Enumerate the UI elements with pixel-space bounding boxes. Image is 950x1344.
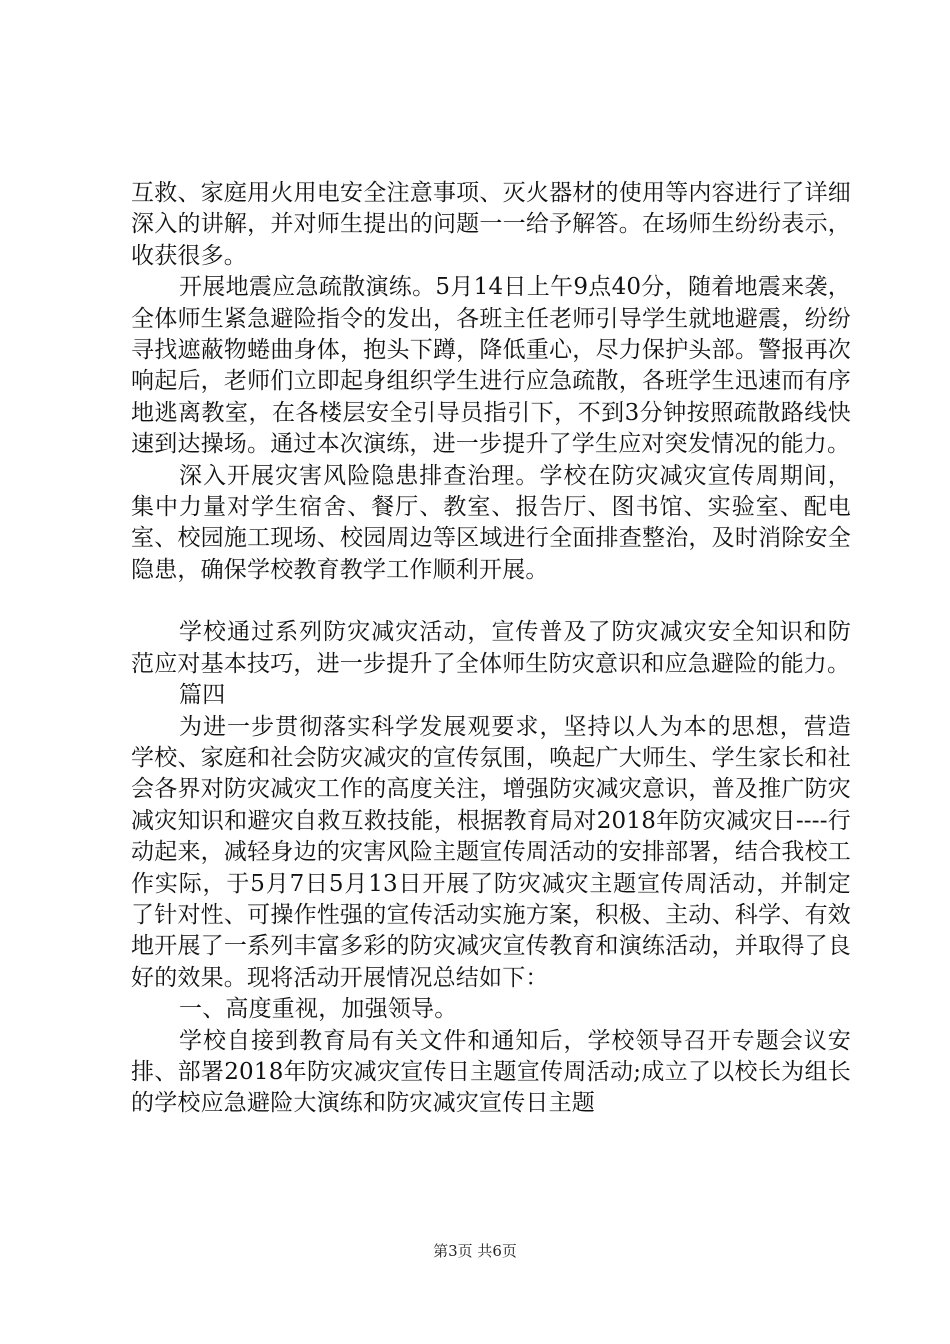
- paragraph-summary: 学校通过系列防灾减灾活动，宣传普及了防灾减灾安全知识和防范应对基本技巧，进一步提升了全体师生防灾意识和应急避险的能力。: [131, 619, 851, 677]
- paragraph-leadership: 学校自接到教育局有关文件和通知后，学校领导召开专题会议安排、部署2018年防灾减灾宣传日主题宣传周活动;成立了以校长为组长的学校应急避险大演练和防灾减灾宣传日主题: [131, 1027, 851, 1117]
- paragraph-continued: 互救、家庭用火用电安全注意事项、灭火器材的使用等内容进行了详细深入的讲解，并对师生提出的问题一一给予解答。在场师生纷纷表示，收获很多。: [131, 180, 851, 269]
- section-heading-part-four: 篇四: [179, 682, 226, 709]
- section-heading-leadership: 一、高度重视，加强领导。: [179, 996, 458, 1023]
- paragraph-earthquake-drill: 开展地震应急疏散演练。5月14日上午9点40分，随着地震来袭，全体师生紧急避险指令的发出，各班主任老师引导学生就地避震，纷纷寻找遮蔽物蜷曲身体，抱头下蹲，降低重心，尽力保护头部。警报再次响起后，老师们立即起身组织学生进行应急疏散，各班学生迅速而有序地逃离教室，在各楼层安全引导员指引下，不到3分钟按照疏散路线快速到达操场。通过本次演练，进一步提升了学生应对突发情况的能力。: [131, 274, 851, 458]
- paragraph-introduction: 为进一步贯彻落实科学发展观要求，坚持以人为本的思想，营造学校、家庭和社会防灾减灾的宣传氛围，唤起广大师生、学生家长和社会各界对防灾减灾工作的高度关注，增强防灾减灾意识，普及推广防灾减灾知识和避灾自救互救技能，根据教育局对2018年防灾减灾日----行动起来，减轻身边的灾害风险主题宣传周活动的安排部署，结合我校工作实际，于5月7日5月13日开展了防灾减灾主题宣传周活动，并制定了针对性、可操作性强的宣传活动实施方案，积极、主动、科学、有效地开展了一系列丰富多彩的防灾减灾宣传教育和演练活动，并取得了良好的效果。现将活动开展情况总结如下：: [131, 713, 851, 991]
- page-footer: 第3页 共6页: [433, 1242, 517, 1260]
- document-body: [131, 178, 851, 1120]
- paragraph-hazard-inspection: 深入开展灾害风险隐患排查治理。学校在防灾减灾宣传周期间，集中力量对学生宿舍、餐厅、教室、报告厅、图书馆、实验室、配电室、校园施工现场、校园周边等区域进行全面排查整治，及时消除安全隐患，确保学校教育教学工作顺利开展。: [131, 462, 851, 583]
